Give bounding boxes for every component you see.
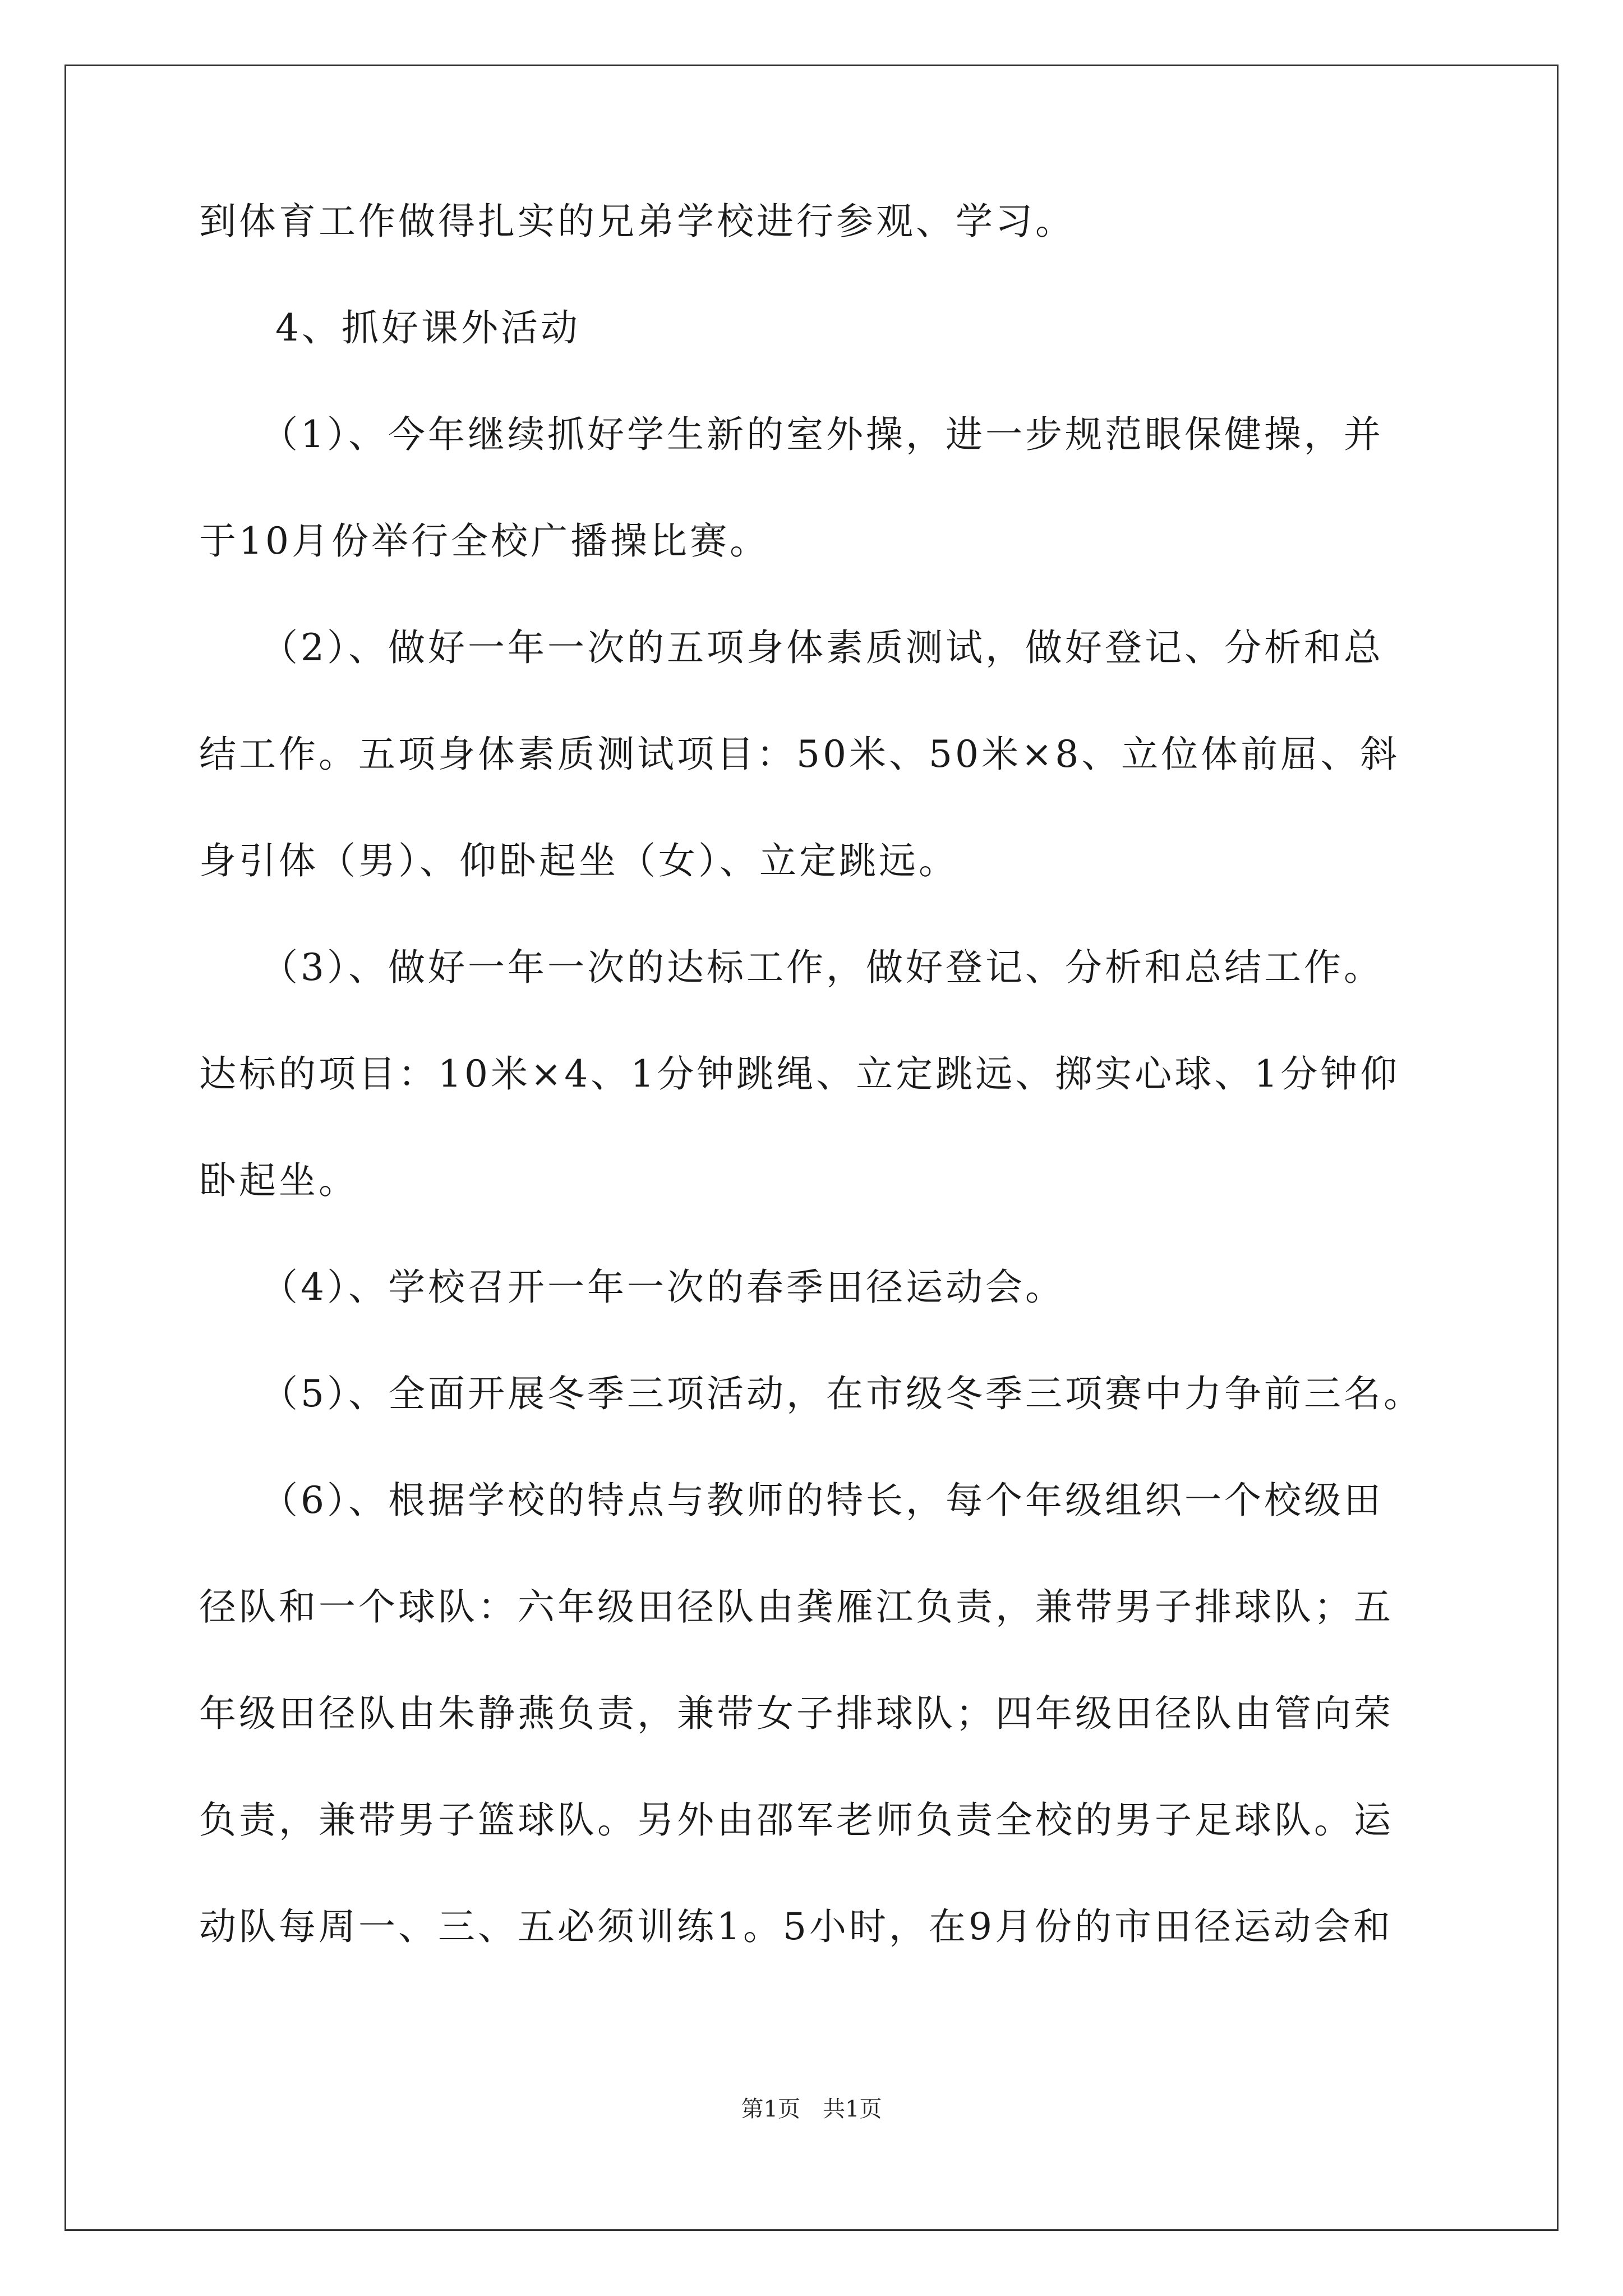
text-line: 径队和一个球队：六年级田径队由龚雁江负责，兼带男子排球队；五 xyxy=(199,1585,1394,1628)
text-line: （6）、根据学校的特点与教师的特长，每个年级组织一个校级田 xyxy=(261,1479,1384,1522)
text-line: 年级田径队由朱静燕负责，兼带女子排球队；四年级田径队由管向荣 xyxy=(199,1692,1394,1735)
text-line: 身引体（男）、仰卧起坐（女）、立定跳远。 xyxy=(199,839,958,882)
text-line: （3）、做好一年一次的达标工作，做好登记、分析和总结工作。 xyxy=(261,946,1384,989)
text-line: （5）、全面开展冬季三项活动，在市级冬季三项赛中力争前三名。 xyxy=(261,1372,1423,1415)
text-line: 于10月份举行全校广播操比赛。 xyxy=(199,519,769,563)
page-number-footer: 第1页 共1页 xyxy=(741,2096,882,2122)
text-line: 负责，兼带男子篮球队。另外由邵军老师负责全校的男子足球队。运 xyxy=(199,1798,1394,1842)
text-line: 达标的项目：10米×4、1分钟跳绳、立定跳远、掷实心球、1分钟仰 xyxy=(199,1052,1400,1096)
text-line: 卧起坐。 xyxy=(199,1159,358,1202)
text-line: （4）、学校召开一年一次的春季田径运动会。 xyxy=(261,1266,1065,1309)
text-line: 动队每周一、三、五必须训练1。5小时，在9月份的市田径运动会和 xyxy=(199,1905,1393,1948)
text-line: 结工作。五项身体素质测试项目：50米、50米×8、立位体前屈、斜 xyxy=(199,733,1400,776)
text-line: 到体育工作做得扎实的兄弟学校进行参观、学习。 xyxy=(199,200,1075,243)
section-heading: 4、抓好课外活动 xyxy=(275,306,580,349)
text-line: （1）、今年继续抓好学生新的室外操，进一步规范眼保健操，并 xyxy=(261,413,1384,456)
text-line: （2）、做好一年一次的五项身体素质测试，做好登记、分析和总 xyxy=(261,626,1384,669)
